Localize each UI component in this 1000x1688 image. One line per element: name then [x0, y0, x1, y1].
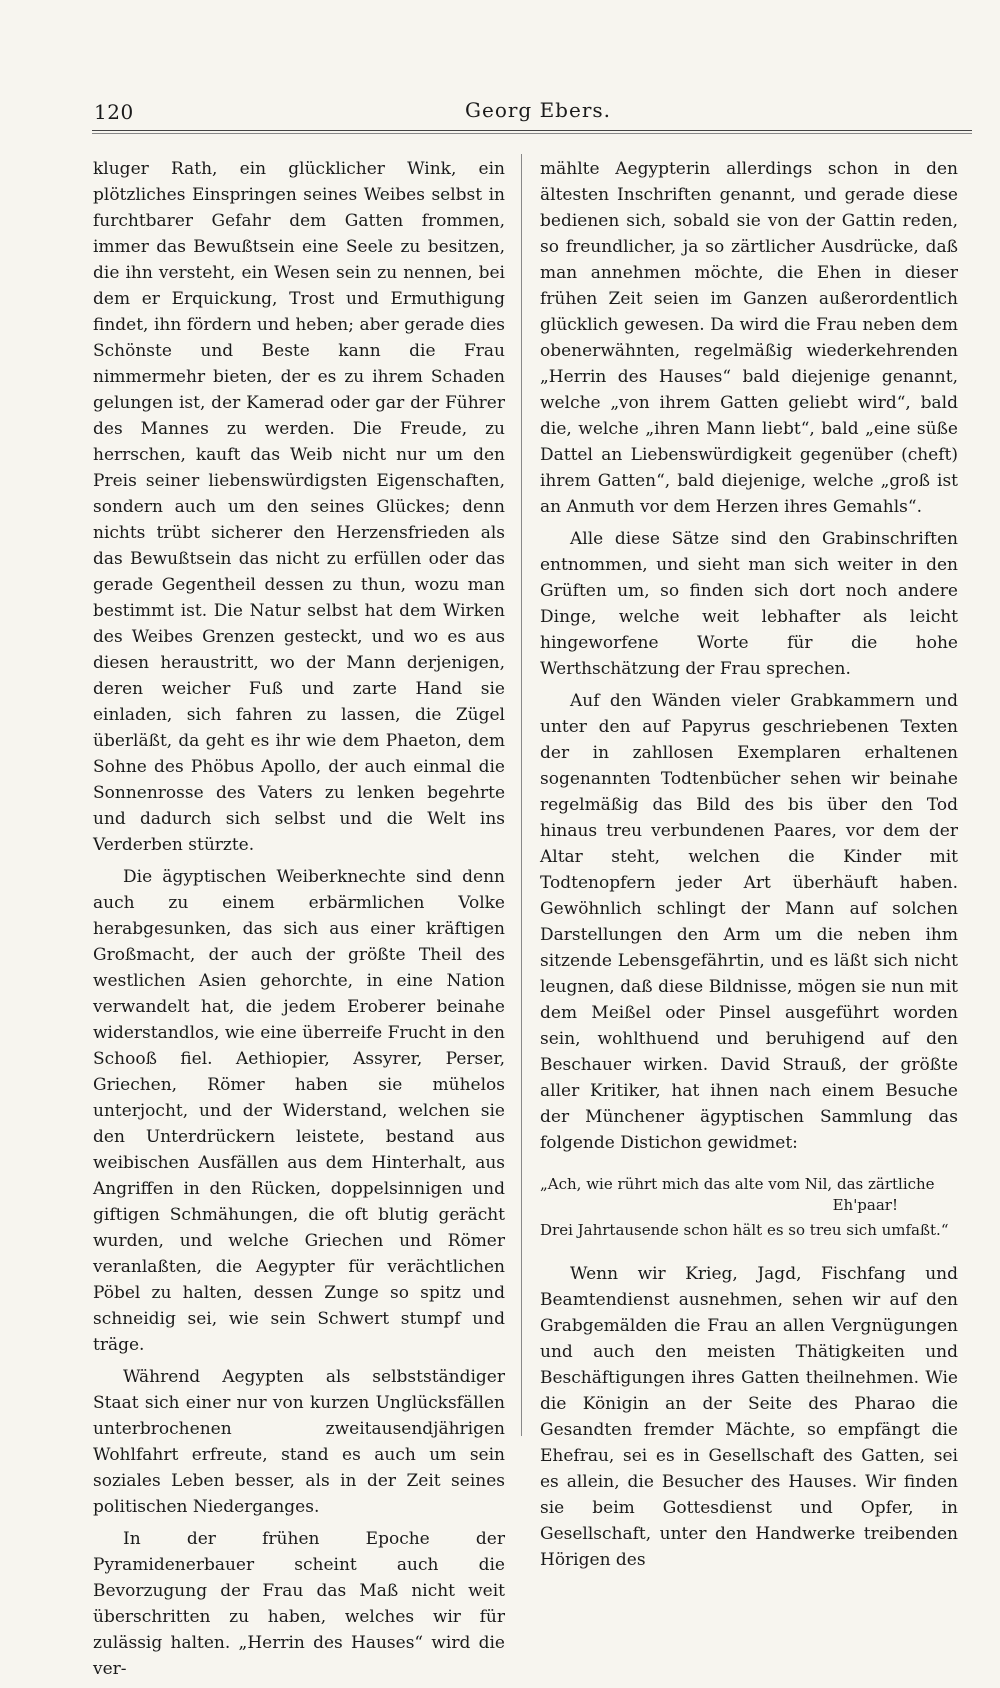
- paragraph: kluger Rath, ein glücklicher Wink, ein plötzliches Einspringen seines Weibes selbst in furchtbarer Gefahr dem Gatten frommen, immer das Bewußtsein eine Seele zu besitzen, die ihn versteht, ein Wesen sein zu nennen, bei dem er Erquickung, Trost und Ermuthigung findet, ihn fördern und heben; aber gerade dies Schönste und Beste kann die Frau nimmermehr bieten, der es zu ihrem Schaden gelungen ist, der Kamerad oder gar der Führer des Mannes zu werden. Die Freude, zu herrschen, kauft das Weib nicht nur um den Preis seiner liebenswürdigsten Eigenschaften, sondern auch um den seines Glückes; denn nichts trübt sicherer den Herzensfrieden als das Bewußtsein das nicht zu erfüllen oder das gerade Gegentheil dessen zu thun, wozu man bestimmt ist. Die Natur selbst hat dem Wirken des Weibes Grenzen gesteckt, und wo es aus diesen heraustritt, wo der Mann derjenigen, deren weicher Fuß und zarte Hand sie einladen, sich fahren zu lassen, die Zügel überläßt, da geht es ihr wie dem Phaeton, dem Sohne des Phöbus Apollo, der auch einmal die Sonnenrosse des Vaters zu lenken begehrte und dadurch sich selbst und die Welt ins Verderben stürzte.: [93, 159, 505, 855]
- paragraph: mählte Aegypterin allerdings schon in den ältesten Inschriften genannt, und gerade diese bedienen sich, sobald sie von der Gattin reden, so freundlicher, ja so zärtlicher Ausdrücke, daß man annehmen möchte, die Ehen in dieser frühen Zeit seien im Ganzen außerordentlich glücklich gewesen. Da wird die Frau neben dem obenerwähnten, regelmäßig wiederkehrenden „Herrin des Hauses“ bald diejenige genannt, welche „von ihrem Gatten geliebt wird“, bald die, welche „ihren Mann liebt“, bald „eine süße Dattel an Liebenswürdigkeit gegenüber (cheft) ihrem Gatten“, bald diejenige, welche „groß ist an Anmuth vor dem Herzen ihres Gemahls“.: [540, 159, 958, 517]
- right-column: [540, 156, 958, 1579]
- left-column: [93, 156, 505, 1688]
- verse-line: „Ach, wie rührt mich das alte vom Nil, das zärtliche: [540, 1175, 935, 1193]
- paragraph: Auf den Wänden vieler Grabkammern und unter den auf Papyrus geschriebenen Texten der in zahllosen Exemplaren erhaltenen sogenannten Todtenbücher sehen wir beinahe regelmäßig das Bild des bis über den Tod hinaus treu verbundenen Paares, vor dem der Altar steht, welchen die Kinder mit Todtenopfern jeder Art überhäuft haben. Gewöhnlich schlingt der Mann auf solchen Darstellungen den Arm um die neben ihm sitzende Lebensgefährtin, und es läßt sich nicht leugnen, daß diese Bildnisse, mögen sie nun mit dem Meißel oder Pinsel ausgeführt worden sein, wohlthuend und beruhigend auf den Beschauer wirken. David Strauß, der größte aller Kritiker, hat ihnen nach einem Besuche der Münchener ägyptischen Sammlung das folgende Distichon gewidmet:: [540, 691, 958, 1153]
- running-head: Georg Ebers.: [465, 98, 611, 122]
- column-divider: [521, 154, 522, 1436]
- page-number: 120: [94, 100, 134, 124]
- header-rule: [92, 130, 972, 134]
- paragraph: Die ägyptischen Weiberknechte sind denn auch zu einem erbärmlichen Volke herabgesunken, das sich aus einer kräftigen Großmacht, der auch der größte Theil des westlichen Asien gehorchte, in eine Nation verwandelt hat, die jedem Eroberer beinahe widerstandlos, wie eine überreife Frucht in den Schooß fiel. Aethiopier, Assyrer, Perser, Griechen, Römer haben sie mühelos unterjocht, und der Widerstand, welchen sie den Unterdrückern leistete, bestand aus weibischen Ausfällen aus dem Hinterhalt, aus Angriffen in den Rücken, doppelsinnigen und giftigen Schmähungen, die oft blutig gerächt wurden, und welche Griechen und Römer veranlaßten, die Aegypter für verächtlichen Pöbel zu halten, dessen Zunge so spitz und schneidig sei, wie sein Schwert stumpf und träge.: [93, 867, 505, 1355]
- paragraph: Wenn wir Krieg, Jagd, Fischfang und Beamtendienst ausnehmen, sehen wir auf den Grabgemälden die Frau an allen Vergnügungen und auch den meisten Thätigkeiten und Beschäftigungen ihres Gatten theilnehmen. Wie die Königin an der Seite des Pharao die Gesandten fremder Mächte, so empfängt die Ehefrau, sei es in Gesellschaft des Gatten, sei es allein, die Besucher des Hauses. Wir finden sie beim Gottesdienst und Opfer, in Gesellschaft, unter den Handwerke treibenden Hörigen des: [540, 1264, 958, 1570]
- paragraph: Während Aegypten als selbstständiger Staat sich einer nur von kurzen Unglücksfällen unterbrochenen zweitausendjährigen Wohlfahrt erfreute, stand es auch um sein soziales Leben besser, als in der Zeit seines politischen Niederganges.: [93, 1367, 505, 1517]
- verse-line: Drei Jahrtausende schon hält es so treu sich umfaßt.“: [540, 1221, 949, 1239]
- paragraph: In der frühen Epoche der Pyramidenerbauer scheint auch die Bevorzugung der Frau das Maß nicht weit überschritten zu haben, welches wir für zulässig halten. „Herrin des Hauses“ wird die ver-: [93, 1529, 505, 1679]
- paragraph: Alle diese Sätze sind den Grabinschriften entnommen, und sieht man sich weiter in den Grüften um, so finden sich dort noch andere Dinge, welche weit lebhafter als leicht hingeworfene Worte für die hohe Werthschätzung der Frau sprechen.: [540, 529, 958, 679]
- distichon-quote: [540, 1174, 958, 1241]
- verse-line-continuation: Eh'paar!: [832, 1196, 898, 1214]
